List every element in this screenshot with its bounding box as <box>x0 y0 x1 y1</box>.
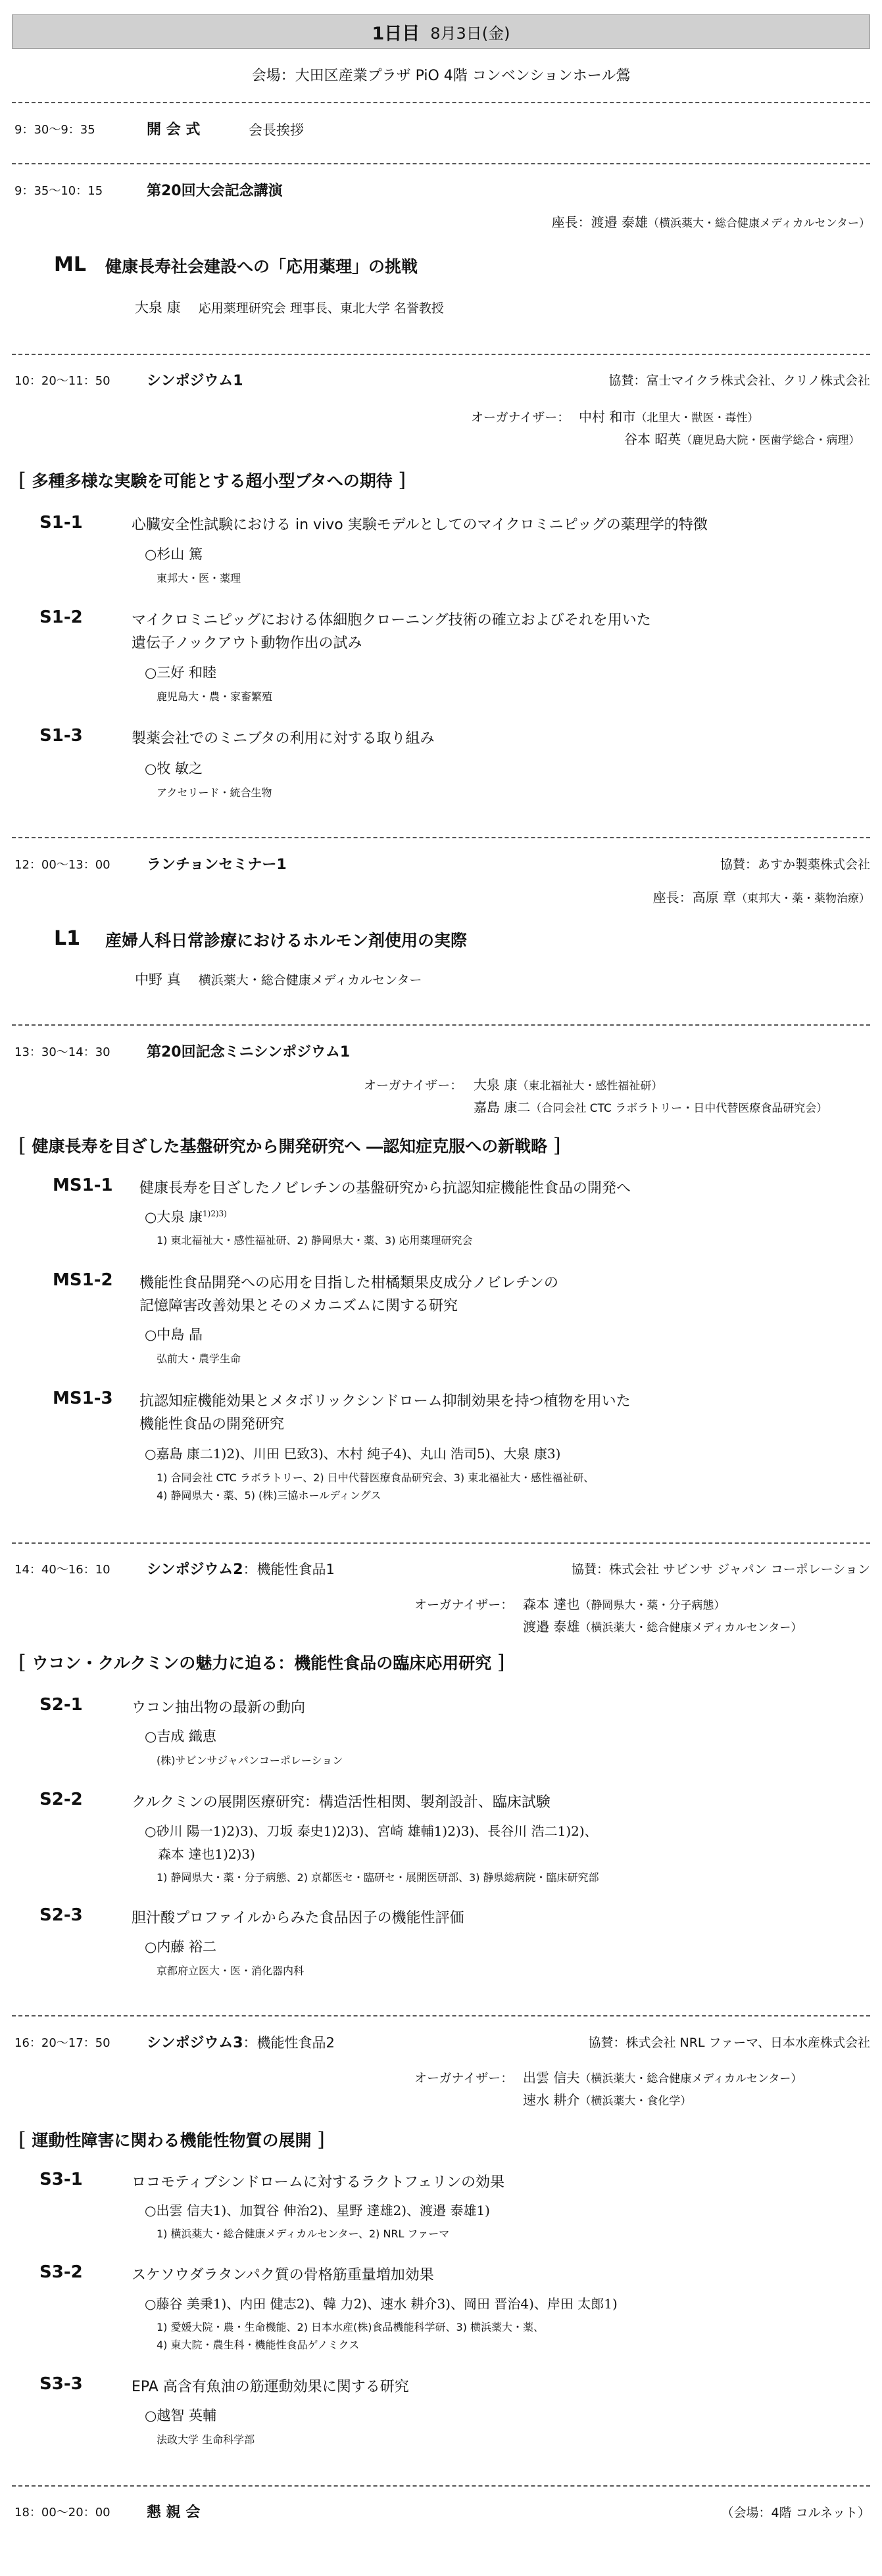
talk-speaker: ○藤谷 美秉1)、内田 健志2)、韓 力2)、速水 耕介3)、岡田 晋治4)、岸田 太郎1) <box>145 2296 618 2312</box>
organizer-1 <box>579 406 758 425</box>
organizer-2 <box>523 2089 691 2109</box>
talk-speaker: ○中島 晶 <box>145 1327 203 1343</box>
slot-title: ランチョンセミナー1 <box>147 857 287 873</box>
talk-code: S1-1 <box>39 513 83 533</box>
theme-text: 運動性障害に関わる機能性物質の展開 <box>32 2131 312 2150</box>
bracket-right: ] <box>552 1134 561 1157</box>
organizer-affiliation: （横浜薬大・総合健康メディカルセンター） <box>579 1621 802 1634</box>
organizer-name: 出雲 信夫 <box>523 2070 580 2086</box>
organizer-label: オーガナイザー： <box>414 2071 514 2086</box>
talk-speaker: ○嘉島 康二1)2)、川田 巳致3)、木村 純子4)、丸山 浩司5)、大泉 康3) <box>145 1446 561 1462</box>
slot-time: 12：00～13：00 <box>14 858 110 872</box>
talk-speaker: ○内藤 裕二 <box>145 1939 216 1955</box>
chair-affiliation: （東邦大・薬・薬物治療） <box>736 892 870 905</box>
talk-affiliation: 1) 静岡県大・薬・分子病態、2) 京都医セ・臨研セ・展開医研部、3) 静県総病院・臨床研究部 <box>157 1871 599 1884</box>
organizer-2 <box>624 429 860 448</box>
talk-title-line2: 機能性食品の開発研究 <box>139 1416 285 1433</box>
talk-speaker <box>145 1206 227 1226</box>
talk-affiliation: 1) 合同会社 CTC ラボラトリー、2) 日中代替医療食品研究会、3) 東北福祉大・感性福祉研、 <box>157 1471 595 1484</box>
slot-time: 16：20～17：50 <box>14 2036 110 2050</box>
talk-code: S2-1 <box>39 1695 83 1715</box>
talk-title: EPA 高含有魚油の筋運動効果に関する研究 <box>132 2379 409 2395</box>
slot-title-main: シンポジウム2 <box>147 1562 243 1578</box>
slot-title: 開 会 式 <box>147 122 201 138</box>
theme-text: 健康長寿を目ざした基盤研究から開発研究へ ―認知症克服への新戦略 <box>32 1137 548 1156</box>
organizer-label: オーガナイザー： <box>364 1078 463 1093</box>
talk-title: 心臓安全性試験における in vivo 実験モデルとしてのマイクロミニピッグの薬理学的特徴 <box>132 517 708 533</box>
organizer-affiliation: （静岡県大・薬・分子病態） <box>579 1599 725 1612</box>
talk-code: S3-3 <box>39 2374 83 2394</box>
talk-title: 胆汁酸プロファイルからみた食品因子の機能性評価 <box>132 1910 464 1926</box>
sponsor-label: 協賛：富士マイクラ株式会社、クリノ株式会社 <box>608 373 870 388</box>
talk-affiliation: 1) 愛媛大院・農・生命機能、2) 日本水産(株)食品機能科学研、3) 横浜薬大・薬、 <box>157 2321 545 2333</box>
slot-title: 懇 親 会 <box>147 2504 201 2521</box>
sponsor-label: 協賛：あすか製薬株式会社 <box>720 857 870 872</box>
talk-title-line2: 遺伝子ノックアウト動物作出の試み <box>132 635 362 652</box>
talk-code: S3-2 <box>39 2262 83 2282</box>
organizer-affiliation: （合同会社 CTC ラボラトリー・日中代替医療食品研究会） <box>530 1102 828 1115</box>
sponsor-label: 協賛：株式会社 サビンサ ジャパン コーポレーション <box>572 1562 870 1577</box>
organizer-1 <box>523 1594 725 1613</box>
slot-time: 10：20～11：50 <box>14 374 110 388</box>
talk-title: 健康長寿を目ざしたノビレチンの基盤研究から抗認知症機能性食品の開発へ <box>139 1180 631 1197</box>
talk-speaker: ○杉山 篤 <box>145 546 203 562</box>
talk-affiliation-line2: 4) 東大院・農生科・機能性食品ゲノミクス <box>157 2339 360 2351</box>
talk-code: S3-1 <box>39 2170 83 2189</box>
bracket-left: [ <box>18 1651 26 1674</box>
talk-title: ロコモティブシンドロームに対するラクトフェリンの効果 <box>132 2174 505 2191</box>
organizer-name: 森本 達也 <box>523 1596 580 1612</box>
organizer-2 <box>523 1616 802 1635</box>
talk-code: MS1-3 <box>53 1389 113 1408</box>
lecture-speaker <box>135 297 444 317</box>
slot-title: 第20回記念ミニシンポジウム1 <box>147 1044 351 1061</box>
talk-title-line2: 記憶障害改善効果とそのメカニズムに関する研究 <box>139 1298 458 1314</box>
slot-title: 第20回大会記念講演 <box>147 183 283 199</box>
talk-affiliation: 弘前大・農学生命 <box>157 1352 241 1365</box>
talk-title: 機能性食品開発への応用を目指した柑橘類果皮成分ノビレチンの <box>139 1275 558 1291</box>
talk-title: クルクミンの展開医療研究：構造活性相関、製剤設計、臨床試験 <box>132 1794 551 1811</box>
talk-title: ウコン抽出物の最新の動向 <box>132 1700 306 1716</box>
session-theme <box>18 2128 325 2151</box>
talk-code: MS1-2 <box>53 1270 113 1290</box>
slot-title: シンポジウム1 <box>147 373 243 389</box>
chair-name: 座長：高原 章 <box>652 890 736 905</box>
organizer-1 <box>523 2067 802 2086</box>
talk-speaker: ○越智 英輔 <box>145 2408 216 2423</box>
slot-time: 9：35～10：15 <box>14 184 103 198</box>
talk-affiliation: 法政大学 生命科学部 <box>157 2433 255 2446</box>
speaker-name: ○大泉 康 <box>145 1209 203 1225</box>
bracket-right: ] <box>398 469 406 492</box>
speaker-affiliation: 横浜薬大・総合健康メディカルセンター <box>198 973 422 988</box>
slot-title-main: シンポジウム3 <box>147 2035 243 2051</box>
chair-affiliation: （横浜薬大・総合健康メディカルセンター） <box>648 217 870 230</box>
slot-time: 14：40～16：10 <box>14 1563 110 1577</box>
slot-title <box>147 1558 335 1579</box>
talk-speaker: ○三好 和睦 <box>145 665 216 680</box>
organizer-name: 渡邉 泰雄 <box>523 1619 580 1634</box>
talk-affiliation: 鹿児島大・農・家畜繁殖 <box>157 690 273 703</box>
talk-affiliation: (株)サビンサジャパンコーポレーション <box>157 1754 343 1767</box>
talk-affiliation: 京都府立医大・医・消化器内科 <box>157 1965 305 1977</box>
organizer-2 <box>474 1097 827 1116</box>
talk-code: S2-2 <box>39 1790 83 1809</box>
day-label: 1日目 <box>372 23 420 44</box>
divider <box>12 102 870 103</box>
session-theme <box>18 1133 561 1157</box>
slot-subtitle: 会長挨拶 <box>249 122 304 138</box>
luncheon-chair <box>653 887 870 906</box>
talk-affiliation: アクセリード・統合生物 <box>157 786 272 799</box>
session-theme <box>18 1650 505 1674</box>
talk-title: スケソウダラタンパク質の骨格筋重量増加効果 <box>132 2267 434 2283</box>
organizer-affiliation: （北里大・獣医・毒性） <box>635 412 759 425</box>
divider <box>12 2485 870 2487</box>
talk-affiliation: 1) 横浜薬大・総合健康メディカルセンター、2) NRL ファーマ <box>157 2228 450 2240</box>
talk-affiliation: 1) 東北福祉大・感性福祉研、2) 静岡県大・薬、3) 応用薬理研究会 <box>157 1234 473 1247</box>
bracket-right: ] <box>317 2128 325 2151</box>
talk-code: S2-3 <box>39 1905 83 1925</box>
venue-line: 会場：大田区産業プラザ PiO 4階 コンベンションホール鶯 <box>251 68 631 84</box>
date-label: 8月3日(金) <box>430 24 510 43</box>
theme-text: 多種多様な実験を可能とする超小型ブタへの期待 <box>32 471 393 490</box>
talk-speaker: ○牧 敏之 <box>145 761 203 776</box>
organizer-1 <box>474 1074 662 1093</box>
divider <box>12 163 870 164</box>
organizer-affiliation: （横浜薬大・総合健康メディカルセンター） <box>579 2072 802 2086</box>
bracket-left: [ <box>18 1134 26 1157</box>
party-venue: （会場：4階 コルネット） <box>721 2506 870 2520</box>
session-theme <box>18 468 406 492</box>
talk-code: MS1-1 <box>53 1176 113 1195</box>
talk-code: S1-2 <box>39 608 83 627</box>
talk-title: 製薬会社でのミニブタの利用に対する取り組み <box>132 730 435 747</box>
organizer-affiliation: （東北福祉大・感性福祉研） <box>517 1080 663 1093</box>
divider <box>12 2015 870 2016</box>
talk-speaker: ○砂川 陽一1)2)3)、刀坂 泰史1)2)3)、宮崎 雄輔1)2)3)、長谷川 浩二1)2)、 <box>145 1823 598 1839</box>
talk-speaker: ○出雲 信夫1)、加賀谷 伸治2)、星野 達雄2)、渡邉 泰雄1) <box>145 2203 490 2218</box>
organizer-affiliation: （鹿児島大院・医歯学総合・病理） <box>681 434 860 447</box>
divider <box>12 1542 870 1544</box>
memorial-chair <box>552 212 870 231</box>
speaker-name: 大泉 康 <box>135 300 181 316</box>
sponsor-label: 協賛：株式会社 NRL ファーマ、日本水産株式会社 <box>588 2036 870 2050</box>
talk-code: S1-3 <box>39 726 83 746</box>
lecture-title: 健康長寿社会建設への「応用薬理」の挑戦 <box>105 257 418 276</box>
organizer-label: オーガナイザー： <box>414 1598 514 1612</box>
slot-time: 9：30～9：35 <box>14 123 95 137</box>
lecture-code: ML <box>54 253 86 276</box>
divider <box>12 837 870 838</box>
bracket-left: [ <box>18 2128 26 2151</box>
organizer-label: オーガナイザー： <box>471 410 570 425</box>
talk-title: マイクロミニピッグにおける体細胞クローニング技術の確立およびそれを用いた <box>132 612 651 629</box>
slot-title <box>147 2032 335 2052</box>
lecture-title: 産婦人科日常診療におけるホルモン剤使用の実際 <box>105 931 468 950</box>
lecture-speaker <box>135 969 422 989</box>
talk-speaker-line2: 森本 達也1)2)3) <box>158 1846 255 1862</box>
slot-title-sub: ：機能性食品2 <box>243 2035 335 2051</box>
divider <box>12 354 870 355</box>
organizer-name: 中村 和市 <box>579 409 636 425</box>
organizer-affiliation: （横浜薬大・食化学） <box>579 2095 692 2108</box>
talk-affiliation-line2: 4) 静岡県大・薬、5) (株)三協ホールディングス <box>157 1489 381 1502</box>
organizer-name: 谷本 昭英 <box>624 431 681 447</box>
organizer-name: 嘉島 康二 <box>474 1099 531 1115</box>
day-header <box>12 14 870 49</box>
chair-name: 座長：渡邉 泰雄 <box>551 214 649 230</box>
organizer-name: 速水 耕介 <box>523 2092 580 2108</box>
organizer-name: 大泉 康 <box>474 1077 518 1093</box>
slot-title-sub: ：機能性食品1 <box>243 1562 335 1577</box>
speaker-affiliation: 応用薬理研究会 理事長、東北大学 名誉教授 <box>198 301 444 316</box>
bracket-left: [ <box>18 469 26 492</box>
speaker-name: 中野 真 <box>135 972 181 988</box>
bracket-right: ] <box>497 1651 505 1674</box>
slot-time: 18：00～20：00 <box>14 2506 110 2519</box>
theme-text: ウコン・クルクミンの魅力に迫る：機能性食品の臨床応用研究 <box>32 1654 492 1673</box>
slot-time: 13：30～14：30 <box>14 1045 110 1059</box>
divider <box>12 1024 870 1026</box>
lecture-code: L1 <box>54 927 80 950</box>
speaker-superscript: 1)2)3) <box>203 1209 227 1218</box>
talk-title: 抗認知症機能効果とメタボリックシンドローム抑制効果を持つ植物を用いた <box>139 1393 631 1410</box>
talk-speaker: ○吉成 織恵 <box>145 1729 216 1744</box>
talk-affiliation: 東邦大・医・薬理 <box>157 572 241 584</box>
